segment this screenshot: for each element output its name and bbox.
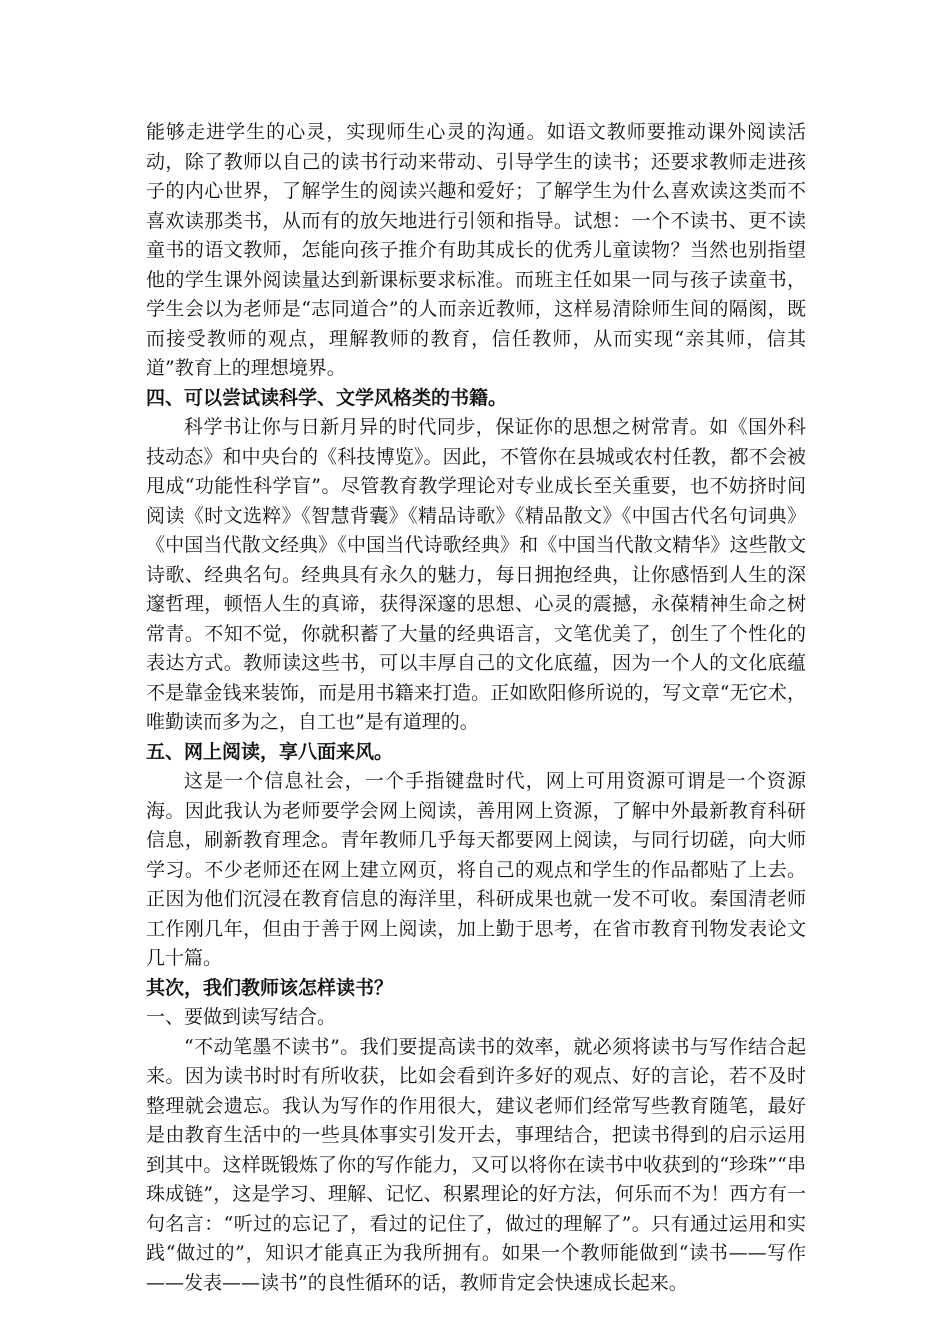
section-heading-how-to-read: 其次，我们教师该怎样读书？ xyxy=(146,976,394,999)
paragraph-science-literature: 科学书让你与日新月异的时代同步，保证你的思想之树常青。如《国外科技动态》和中央台的《科技博览》。因此，不管你在县城或农村任教，都不会被甩成“功能性科学盲”。尽管教育教学理论对专业成长至关重要，也不妨挤时间阅读《时文选粹》《智慧背囊》《精品诗歌》《精品散文》《中国古代名句词典》《中国当代散文经典》《中国当代诗歌经典》和《中国当代散文精华》这些散文诗歌、经典名句。经典具有永久的魅力，每日拥抱经典，让你感悟到人生的深邃哲理，顿悟人生的真谛，获得深邃的思想、心灵的震撼，永葆精神生命之树常青。不知不觉，你就积蓄了大量的经典语言，文笔优美了，创生了个性化的表达方式。教师读这些书，可以丰厚自己的文化底蕴，因为一个人的文化底蕴不是靠金钱来装饰，而是用书籍来打造。正如欧阳修所说的，写文章“无它术，唯勤读而多为之，自工也”是有道理的。 xyxy=(146,416,806,733)
section-heading-four: 四、可以尝试读科学、文学风格类的书籍。 xyxy=(146,386,508,409)
paragraph-read-write: “不动笔墨不读书”。我们要提高读书的效率，就必须将读书与写作结合起来。因为读书时时有所收获，比如会看到许多好的观点、好的言论，若不及时整理就会遗忘。我认为写作的作用很大，建议老师们经常写些教育随笔，最好是由教育生活中的一些具体事实引发开去，事理结合，把读书得到的启示运用到其中。这样既锻炼了你的写作能力，又可以将你在读书中收获到的“珍珠”“串珠成链”，这是学习、理解、记忆、积累理论的好方法，何乐而不为！西方有一句名言：“听过的忘记了，看过的记住了，做过的理解了”。只有通过运用和实践“做过的”，知识才能真正为我所拥有。如果一个教师能做到“读书——写作——发表——读书”的良性循环的话，教师肯定会快速成长起来。 xyxy=(146,1035,806,1294)
paragraph-continuation: 能够走进学生的心灵，实现师生心灵的沟通。如语文教师要推动课外阅读活动，除了教师以自己的读书行动来带动、引导学生的读书；还要求教师走进孩子的内心世界，了解学生的阅读兴趣和爱好；了解学生为什么喜欢读这类而不喜欢读那类书，从而有的放矢地进行引领和指导。试想：一个不读书、更不读童书的语文教师，怎能向孩子推介有助其成长的优秀儿童读物？当然也别指望他的学生课外阅读量达到新课标要求标准。而班主任如果一同与孩子读童书，学生会以为老师是“志同道合”的人而亲近教师，这样易清除师生间的隔阂，既而接受教师的观点，理解教师的教育，信任教师，从而实现“亲其师，信其道”教育上的理想境界。 xyxy=(146,121,806,379)
paragraph-online-reading: 这是一个信息社会，一个手指键盘时代，网上可用资源可谓是一个资源海。因此我认为老师要学会网上阅读，善用网上资源，了解中外最新教育科研信息，刷新教育理念。青年教师几乎每天都要网上阅读，与同行切磋，向大师学习。不少老师还在网上建立网页，将自己的观点和学生的作品都贴了上去。正因为他们沉浸在教育信息的海洋里，科研成果也就一发不可收。秦国清老师工作刚几年，但由于善于网上阅读，加上勤于思考，在省市教育刊物发表论文几十篇。 xyxy=(146,770,806,969)
subheading-read-write: 一、要做到读写结合。 xyxy=(146,1006,337,1028)
section-heading-five: 五、网上阅读，享八面来风。 xyxy=(146,740,394,763)
document-page xyxy=(146,118,806,1298)
